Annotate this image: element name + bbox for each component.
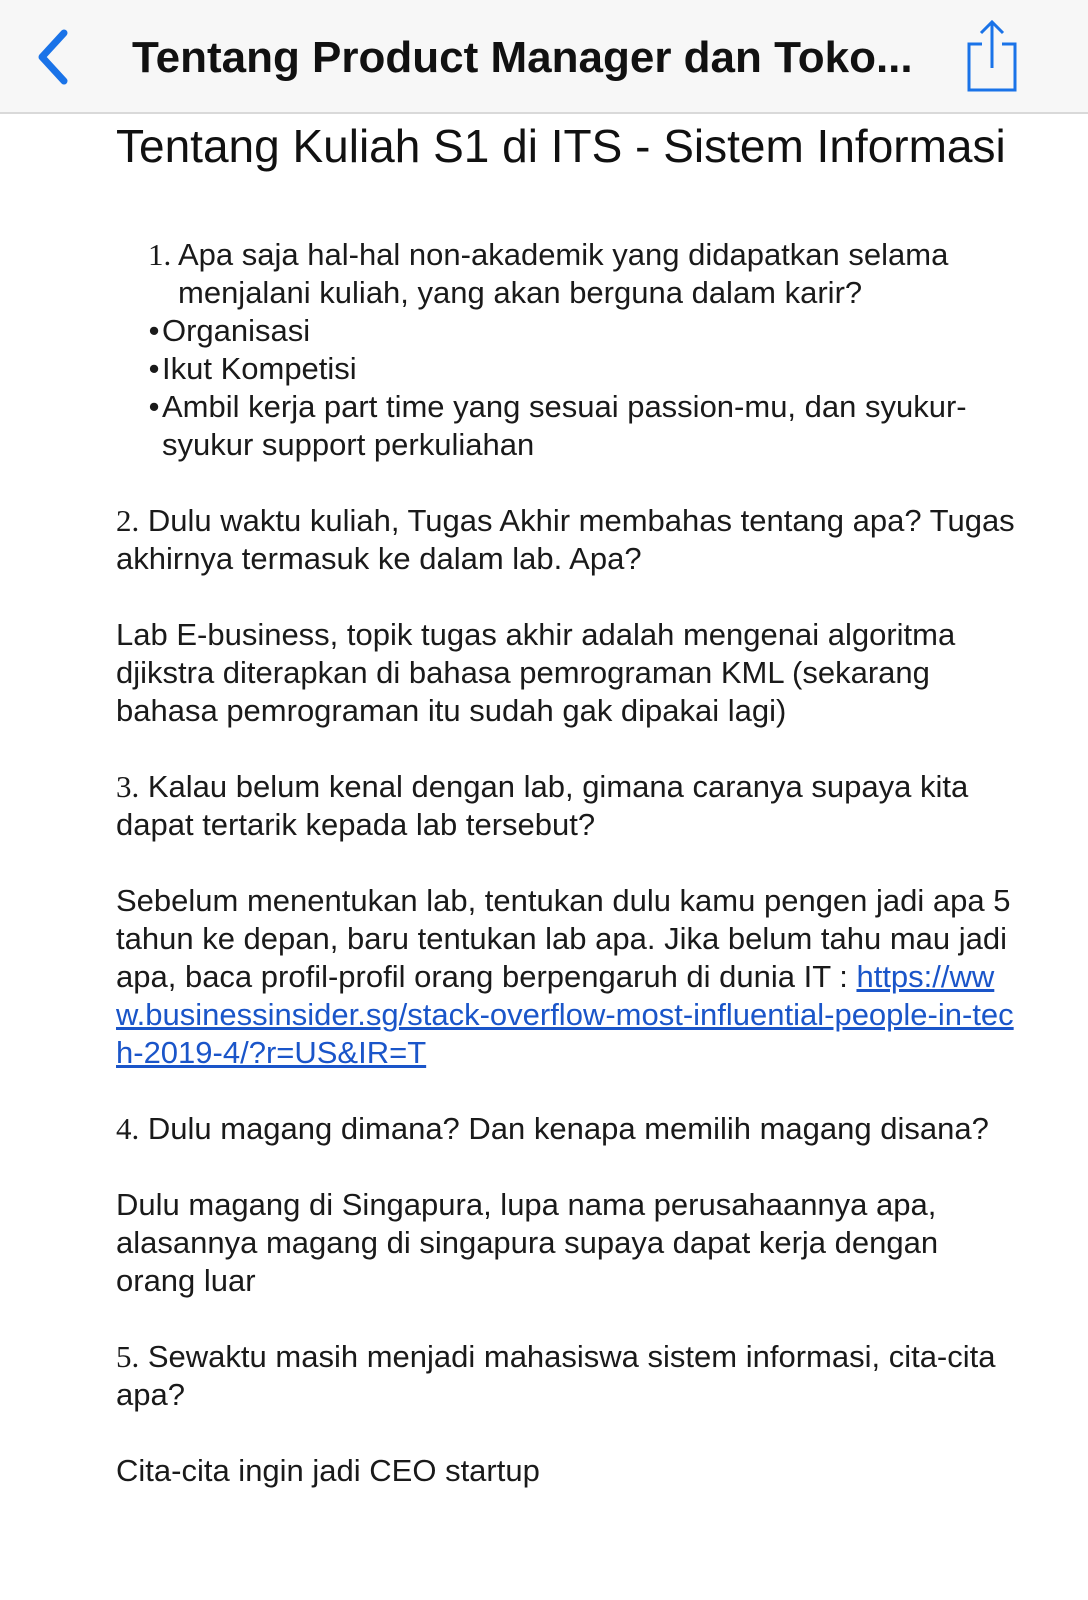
question-text: Dulu waktu kuliah, Tugas Akhir membahas tentang apa? Tugas akhirnya termasuk ke dalam lab. Apa? (116, 503, 1015, 576)
question-2 (116, 502, 1016, 578)
bullet-icon: • (148, 313, 160, 348)
question-number: 2. (116, 503, 140, 538)
chevron-left-icon (32, 27, 72, 87)
answer-3 (116, 882, 1016, 1072)
back-button[interactable] (22, 22, 82, 92)
question-text: Kalau belum kenal dengan lab, gimana caranya supaya kita dapat tertarik kepada lab tersebut? (116, 769, 969, 842)
list-item (116, 350, 1016, 388)
article-link[interactable]: https://www.businessinsider.sg/stack-overflow-most-influential-people-in-tech-2019-4/?r=US&IR=T (116, 959, 1014, 1070)
question-number: 4. (116, 1111, 140, 1146)
page-title: Tentang Product Manager dan Toko... (132, 33, 913, 82)
answer-4: Dulu magang di Singapura, lupa nama perusahaannya apa, alasannya magang di singapura supaya dapat kerja dengan orang luar (116, 1187, 939, 1298)
question-text: Dulu magang dimana? Dan kenapa memilih magang disana? (147, 1111, 989, 1146)
question-text: Sewaktu masih menjadi mahasiswa sistem informasi, cita-cita apa? (116, 1339, 996, 1412)
list-item (116, 388, 1016, 464)
bullet-icon: • (148, 389, 160, 424)
bullet-icon: • (148, 351, 160, 386)
question-4 (116, 1110, 1016, 1148)
question-number: 1. (148, 237, 172, 272)
list-item-text: Ikut Kompetisi (162, 351, 357, 386)
share-icon (964, 18, 1020, 94)
question-5 (116, 1338, 1016, 1414)
answer-2: Lab E-business, topik tugas akhir adalah mengenai algoritma djikstra diterapkan di bahasa pemrograman KML (sekarang bahasa pemrograman itu sudah gak dipakai lagi) (116, 617, 956, 728)
share-button[interactable] (960, 16, 1024, 96)
answer-text: Sebelum menentukan lab, tentukan dulu kamu pengen jadi apa 5 tahun ke depan, baru tentukan lab apa. Jika belum tahu mau jadi apa, baca profil-profil orang berpengaruh di dunia IT : (116, 883, 1011, 994)
article-content (116, 118, 1016, 1490)
question-3 (116, 768, 1016, 844)
article-heading: Tentang Kuliah S1 di ITS - Sistem Informasi (116, 120, 1006, 172)
question-number: 5. (116, 1339, 140, 1374)
question-1 (116, 236, 1016, 312)
answer-5: Cita-cita ingin jadi CEO startup (116, 1453, 540, 1488)
list-item-text: Organisasi (162, 313, 311, 348)
list-item (116, 312, 1016, 350)
navigation-bar (0, 0, 1088, 114)
question-number: 3. (116, 769, 140, 804)
question-text: Apa saja hal-hal non-akademik yang didapatkan selama menjalani kuliah, yang akan berguna dalam karir? (178, 237, 949, 310)
list-item-text: Ambil kerja part time yang sesuai passion-mu, dan syukur-syukur support perkuliahan (162, 389, 967, 462)
